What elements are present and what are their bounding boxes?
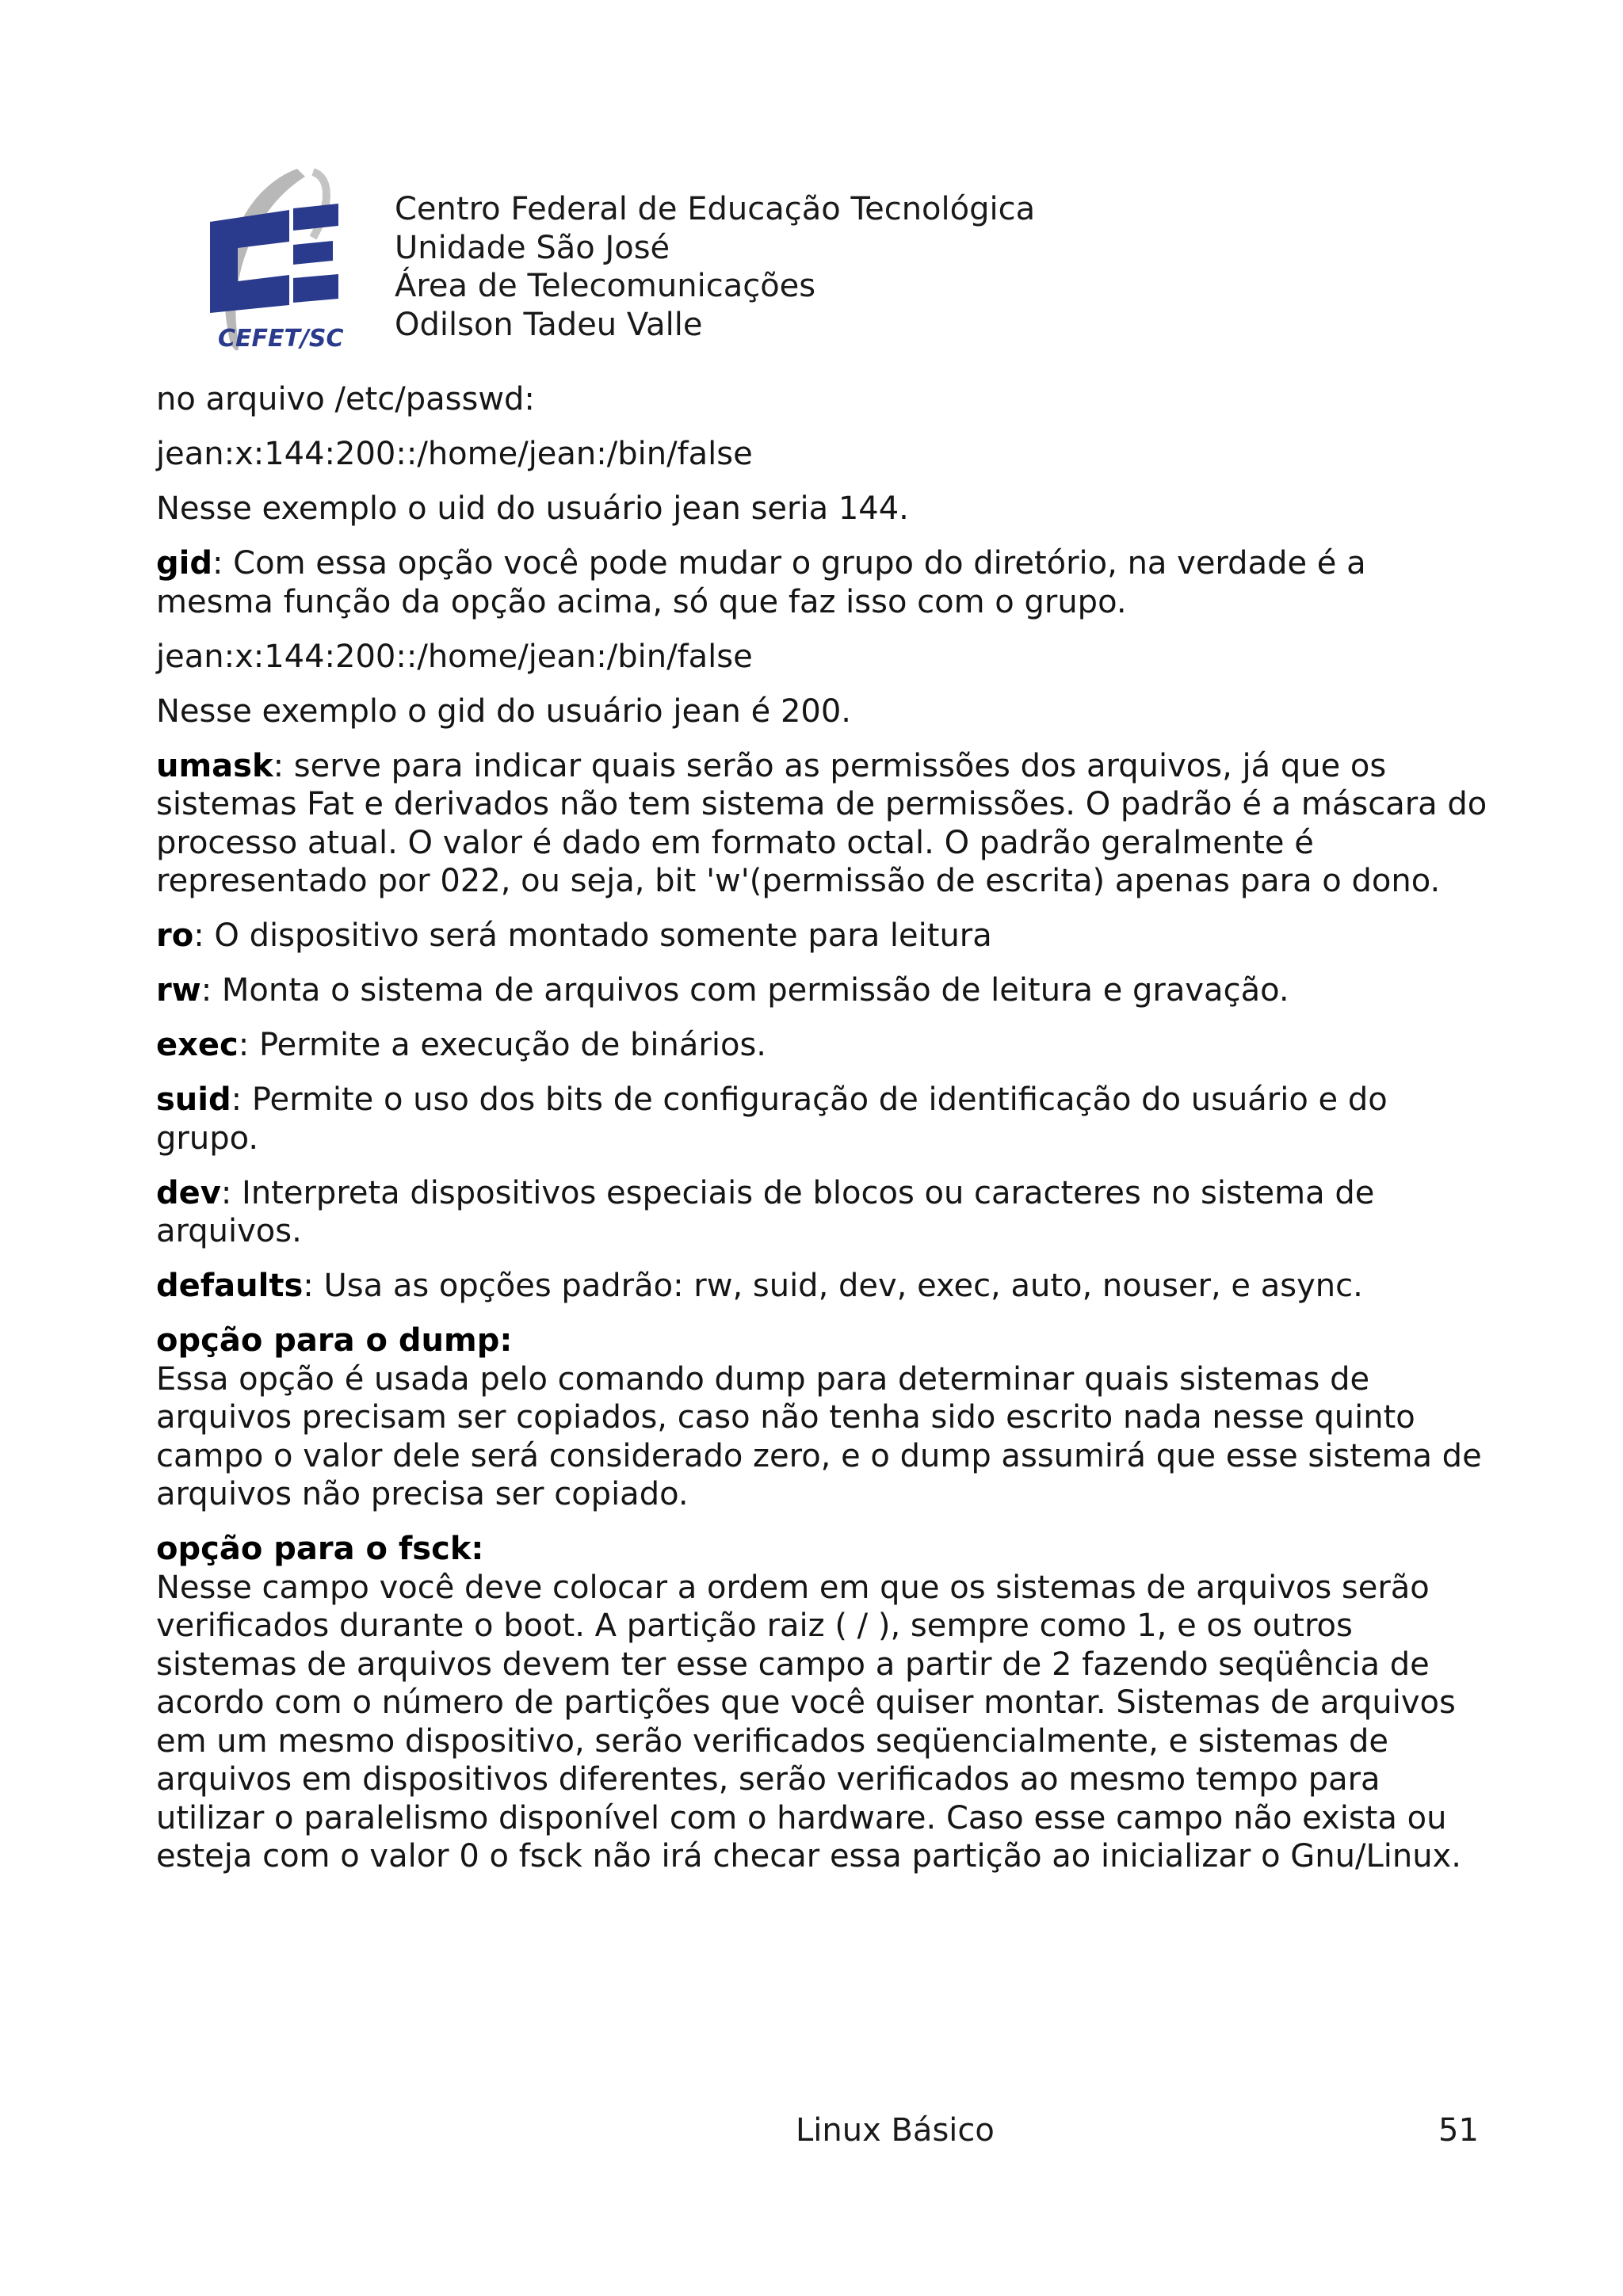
- option-umask: [156, 747, 1487, 901]
- page-content: [156, 380, 1487, 1892]
- institution-header: [395, 190, 1035, 344]
- option-rw: [156, 971, 1487, 1010]
- header-line-institution: Centro Federal de Educação Tecnológica: [395, 191, 1036, 227]
- option-term: exec: [156, 1027, 239, 1063]
- option-term: gid: [156, 545, 212, 582]
- section-text-dump: Essa opção é usada pelo comando dump para determinar quais sistemas de arquivos precisam ser copiados, caso não tenha sido escrito nada nesse quinto campo o valor dele será considerado zero, e o dump assumirá que esse sistema de arquivos não precisa ser copiado.: [156, 1360, 1482, 1512]
- option-ro: [156, 917, 1487, 955]
- passwd-example-line: jean:x:144:200::/home/jean:/bin/false: [156, 436, 753, 472]
- logo-text: CEFET/SC: [218, 325, 344, 353]
- option-description: : Interpreta dispositivos especiais de blocos ou caracteres no sistema de arquivos.: [156, 1174, 1375, 1249]
- paragraph-gid-example: Nesse exemplo o gid do usuário jean é 200.: [156, 692, 852, 730]
- header-line-unit: Unidade São José: [395, 229, 670, 266]
- option-term: rw: [156, 972, 201, 1009]
- option-description: : Permite a execução de binários.: [238, 1027, 766, 1063]
- option-description: : Permite o uso dos bits de configuração de identificação do usuário e do grupo.: [156, 1081, 1388, 1157]
- option-term: suid: [156, 1081, 231, 1118]
- option-dev: [156, 1174, 1487, 1251]
- option-description: : O dispositivo será montado somente para leitura: [193, 917, 992, 954]
- paragraph-passwd-intro: no arquivo /etc/passwd:: [156, 381, 535, 418]
- section-text-fsck: Nesse campo você deve colocar a ordem em que os sistemas de arquivos serão verificados durante o boot. A partição raiz ( / ), sempre como 1, e os outros sistemas de arquivos devem ter esse campo a partir de 2 fazendo seqüência de acordo com o número de partições que você quiser montar. Sistemas de arquivos em um mesmo dispositivo, serão verificados seqüencialmente, e sistemas de arquivos em dispositivos diferentes, serão verificados ao mesmo tempo para utilizar o paralelismo disponível com o hardware. Caso esse campo não exista ou esteja com o valor 0 o fsck não irá checar essa partição ao inicializar o Gnu/Linux.: [156, 1569, 1461, 1875]
- footer-document-title: Linux Básico: [796, 2112, 995, 2149]
- section-fsck: [156, 1530, 1487, 1876]
- option-exec: [156, 1026, 1487, 1065]
- section-heading-fsck: opção para o fsck:: [156, 1531, 484, 1567]
- option-description: : Usa as opções padrão: rw, suid, dev, exec, auto, nouser, e async.: [303, 1268, 1363, 1304]
- option-term: defaults: [156, 1268, 304, 1304]
- cefet-logo: [194, 162, 376, 357]
- footer-page-number: 51: [1438, 2112, 1479, 2149]
- option-description: : serve para indicar quais serão as permissões dos arquivos, já que os sistemas Fat e derivados não tem sistema de permissões. O padrão é a máscara do processo atual. O valor é dado em formato octal. O padrão geralmente é representado por 022, ou seja, bit 'w'(permissão de escrita) apenas para o dono.: [156, 747, 1487, 899]
- header-line-area: Área de Telecomunicações: [395, 268, 816, 304]
- option-term: umask: [156, 747, 273, 784]
- passwd-example-line: jean:x:144:200::/home/jean:/bin/false: [156, 638, 753, 675]
- section-heading-dump: opção para o dump:: [156, 1322, 513, 1359]
- option-defaults: [156, 1267, 1487, 1306]
- paragraph-uid-example: Nesse exemplo o uid do usuário jean seria 144.: [156, 490, 909, 527]
- cefet-logo-graphic: [194, 162, 376, 357]
- option-suid: [156, 1081, 1487, 1158]
- section-dump: [156, 1322, 1487, 1514]
- header-line-author: Odilson Tadeu Valle: [395, 306, 703, 343]
- option-term: ro: [156, 917, 194, 954]
- option-description: : Com essa opção você pode mudar o grupo do diretório, na verdade é a mesma função da opção acima, só que faz isso com o grupo.: [156, 545, 1366, 620]
- option-description: : Monta o sistema de arquivos com permissão de leitura e gravação.: [200, 972, 1289, 1009]
- option-term: dev: [156, 1174, 221, 1211]
- option-gid: [156, 544, 1487, 621]
